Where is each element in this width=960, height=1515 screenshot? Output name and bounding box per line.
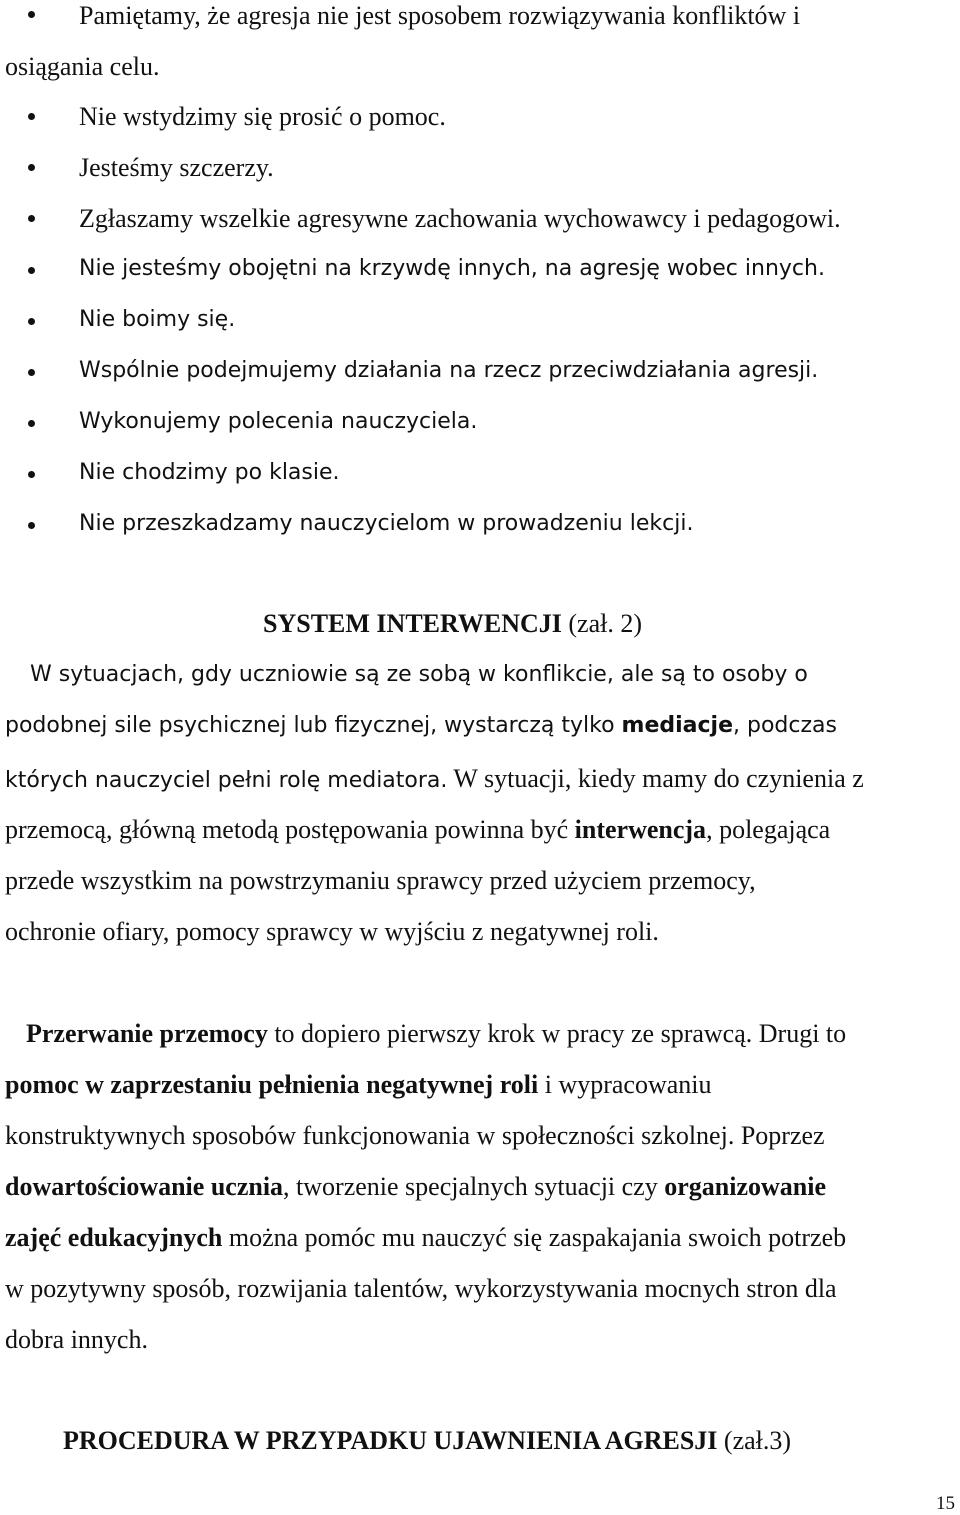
bullet-dot xyxy=(28,267,35,274)
page-number: 15 xyxy=(936,1493,955,1514)
list-item: Zgłaszamy wszelkie agresywne zachowania wychowawcy i pedagogowi. xyxy=(79,204,841,233)
paragraph-line: W sytuacjach, gdy uczniowie są ze sobą w konflikcie, ale są to osoby o xyxy=(30,662,808,687)
section-reference: (zał.3) xyxy=(717,1426,792,1455)
section-title: PROCEDURA W PRZYPADKU UJAWNIENIA AGRESJI xyxy=(63,1426,718,1455)
paragraph-line: podobnej sile psychicznej lub fizycznej, wystarczą tylko mediacje, podczas xyxy=(5,713,837,738)
section-heading xyxy=(63,1428,791,1454)
paragraph-line: dowartościowanie ucznia, tworzenie specjalnych sytuacji czy organizowanie xyxy=(5,1172,826,1201)
section-reference: (zał. 2) xyxy=(561,609,642,638)
paragraph-line: przemocą, główną metodą postępowania powinna być interwencja, polegająca xyxy=(5,815,831,844)
term-organizing: organizowanie xyxy=(664,1172,826,1201)
paragraph-line: pomoc w zaprzestaniu pełnienia negatywnej roli i wypracowaniu xyxy=(5,1070,712,1099)
bullet-dot xyxy=(28,369,35,376)
bullet-dot xyxy=(28,318,35,325)
term-stopping-violence: Przerwanie przemocy xyxy=(26,1019,268,1048)
bullet-dot xyxy=(28,522,35,529)
list-item: Nie jesteśmy obojętni na krzywdę innych, na agresję wobec innych. xyxy=(79,256,825,281)
bullet-dot xyxy=(28,113,35,120)
list-item: Wspólnie podejmujemy działania na rzecz przeciwdziałania agresji. xyxy=(79,358,819,383)
list-item: Nie chodzimy po klasie. xyxy=(79,460,340,485)
bullet-dot xyxy=(28,471,35,478)
paragraph-line: konstruktywnych sposobów funkcjonowania w społeczności szkolnej. Poprzez xyxy=(5,1121,825,1150)
bullet-dot xyxy=(28,420,35,427)
list-item: Wykonujemy polecenia nauczyciela. xyxy=(79,409,478,434)
list-item-continuation: osiągania celu. xyxy=(5,52,160,81)
term-help: pomoc w zaprzestaniu pełnienia negatywnej roli xyxy=(5,1070,539,1099)
term-educational-activities: zajęć edukacyjnych xyxy=(5,1223,223,1252)
bullet-dot xyxy=(28,11,35,18)
list-item: Nie przeszkadzamy nauczycielom w prowadzeniu lekcji. xyxy=(79,511,694,536)
paragraph-line: których nauczyciel pełni rolę mediatora. W sytuacji, kiedy mamy do czynienia z xyxy=(5,764,864,793)
paragraph-line: Przerwanie przemocy to dopiero pierwszy krok w pracy ze sprawcą. Drugi to xyxy=(26,1019,847,1048)
list-item: Nie boimy się. xyxy=(79,307,236,332)
term-mediation: mediacje xyxy=(621,713,734,738)
section-heading xyxy=(263,611,642,637)
term-appreciation: dowartościowanie ucznia xyxy=(5,1172,284,1201)
paragraph-line: zajęć edukacyjnych można pomóc mu nauczyć się zaspakajania swoich potrzeb xyxy=(5,1223,847,1252)
bullet-dot xyxy=(28,215,35,222)
paragraph-line: w pozytywny sposób, rozwijania talentów, wykorzystywania mocnych stron dla xyxy=(5,1274,837,1303)
paragraph-line: ochronie ofiary, pomocy sprawcy w wyjściu z negatywnej roli. xyxy=(5,917,659,946)
paragraph-line: dobra innych. xyxy=(5,1325,148,1354)
list-item: Jesteśmy szczerzy. xyxy=(79,153,274,182)
term-intervention: interwencja xyxy=(574,815,707,844)
paragraph-line: przede wszystkim na powstrzymaniu sprawcy przed użyciem przemocy, xyxy=(5,866,756,895)
section-title: SYSTEM INTERWENCJI xyxy=(263,609,562,638)
list-item: Pamiętamy, że agresja nie jest sposobem rozwiązywania konfliktów i xyxy=(79,1,801,30)
list-item: Nie wstydzimy się prosić o pomoc. xyxy=(79,102,446,131)
bullet-dot xyxy=(28,164,35,171)
